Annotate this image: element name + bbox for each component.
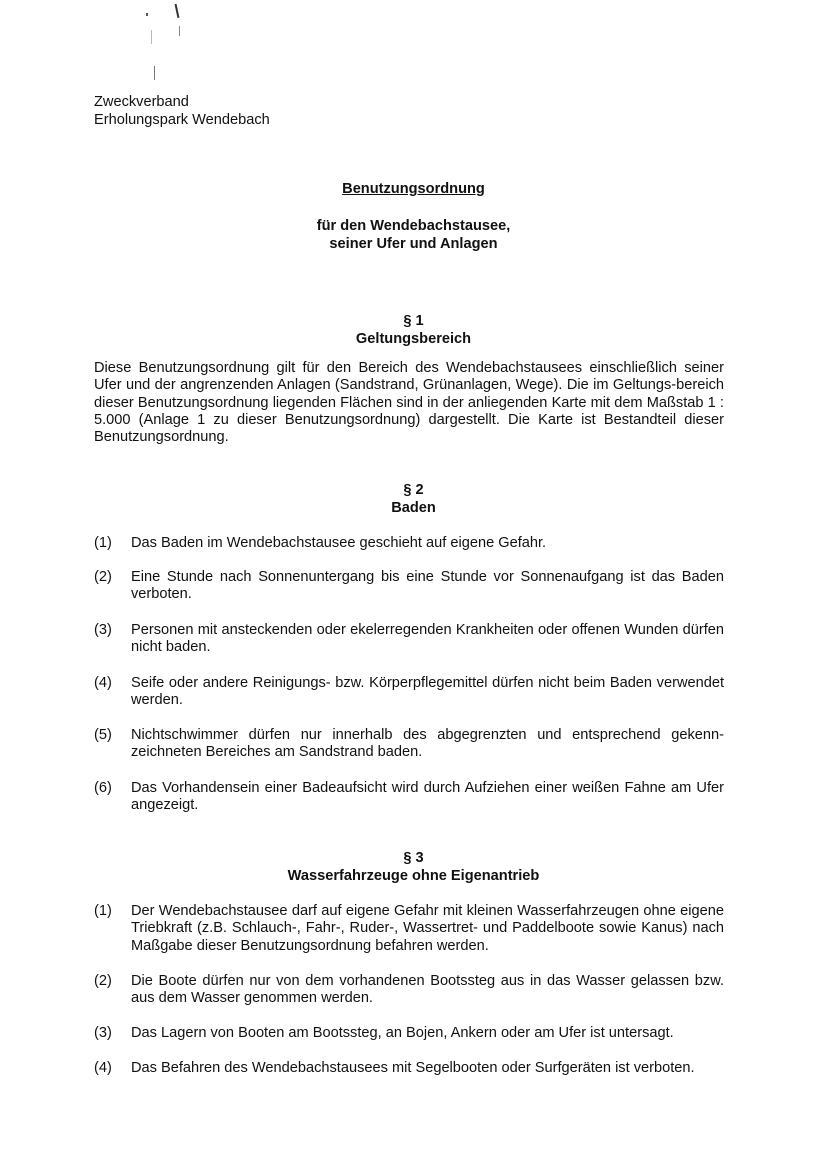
- scan-artifact: [154, 66, 155, 80]
- section-number: § 2: [403, 482, 424, 498]
- section-heading: Baden: [391, 499, 436, 516]
- item-text: Das Lagern von Booten am Bootssteg, an Bojen, Ankern oder am Ufer ist untersagt.: [131, 1025, 674, 1041]
- list-item: [94, 1060, 724, 1077]
- section-number: § 1: [403, 313, 424, 329]
- section-heading: Geltungsbereich: [355, 330, 472, 347]
- item-text: Eine Stunde nach Sonnenuntergang bis eine Stunde vor Sonnenaufgang ist das Baden verboten.: [131, 569, 724, 603]
- item-number: (2): [94, 569, 112, 585]
- list-item: [94, 973, 724, 1008]
- item-text: Das Befahren des Wendebachstausees mit Segelbooten oder Surfgeräten ist verboten.: [131, 1060, 695, 1076]
- item-text: Das Vorhandensein einer Badeaufsicht wird durch Aufziehen einer weißen Fahne am Ufer angezeigt.: [131, 780, 724, 814]
- subtitle-line-2: seiner Ufer und Anlagen: [329, 235, 498, 252]
- sender-line-2: Erholungspark Wendebach: [94, 111, 270, 128]
- scan-artifact: [151, 30, 152, 44]
- scan-artifact: [179, 26, 180, 36]
- sender-block: [94, 94, 270, 129]
- section-1-header: [0, 313, 827, 348]
- item-text: Nichtschwimmer dürfen nur innerhalb des abgegrenzten und entsprechend gekenn-zeichneten Bereiches am Sandstrand baden.: [131, 727, 724, 761]
- list-item: [94, 1025, 724, 1042]
- subtitle-line-1: für den Wendebachstausee,: [316, 218, 511, 234]
- list-item: [94, 727, 724, 762]
- list-item: [94, 780, 724, 815]
- item-text: Seife oder andere Reinigungs- bzw. Körperpflegemittel dürfen nicht beim Baden verwendet werden.: [131, 675, 724, 709]
- section-2-header: [0, 482, 827, 517]
- item-number: (2): [94, 973, 112, 989]
- section-1-text: Diese Benutzungsordnung gilt für den Bereich des Wendebachstausees einschließlich seiner Ufer und der angrenzenden Anlagen (Sandstrand, Grünanlagen, Wege). Die im Geltungs-bereich dieser Benutzungsordnung liegenden Flächen sind in der anliegenden Karte mit dem Maßstab 1 : 5.000 (Anlage 1 zu dieser Benutzungsordnung) dargestellt. Die Karte ist Bestandteil dieser Benutzungsordnung.: [94, 360, 724, 446]
- list-item: [94, 569, 724, 604]
- item-number: (4): [94, 675, 112, 691]
- item-number: (1): [94, 535, 112, 551]
- item-text: Die Boote dürfen nur von dem vorhandenen Bootssteg aus in das Wasser gelassen bzw. aus dem Wasser genommen werden.: [131, 973, 724, 1007]
- item-text: Das Baden im Wendebachstausee geschieht auf eigene Gefahr.: [131, 535, 547, 551]
- section-number: § 3: [403, 850, 424, 866]
- item-number: (3): [94, 1025, 112, 1041]
- scan-artifact: [146, 13, 148, 16]
- list-item: [94, 622, 724, 657]
- sender-line-1: Zweckverband: [94, 94, 189, 110]
- item-number: (5): [94, 727, 112, 743]
- section-heading: Wasserfahrzeuge ohne Eigenantrieb: [287, 867, 540, 884]
- document-title: Benutzungsordnung: [342, 181, 485, 197]
- list-item: [94, 535, 724, 552]
- scan-artifact: [175, 4, 179, 18]
- item-number: (4): [94, 1060, 112, 1076]
- item-text: Der Wendebachstausee darf auf eigene Gefahr mit kleinen Wasserfahrzeugen ohne eigene Triebkraft (z.B. Schlauch-, Fahr-, Ruder-, Wassertret- und Paddelboote sowie Kanus) nach Maßgabe dieser Benutzungsordnung befahren werden.: [131, 903, 724, 954]
- list-item: [94, 675, 724, 710]
- item-number: (3): [94, 622, 112, 638]
- item-number: (6): [94, 780, 112, 796]
- document-subtitle: [0, 218, 827, 253]
- section-3-header: [0, 850, 827, 885]
- list-item: [94, 903, 724, 955]
- item-text: Personen mit ansteckenden oder ekelerregenden Krankheiten oder offenen Wunden dürfen nicht baden.: [131, 622, 724, 656]
- item-number: (1): [94, 903, 112, 919]
